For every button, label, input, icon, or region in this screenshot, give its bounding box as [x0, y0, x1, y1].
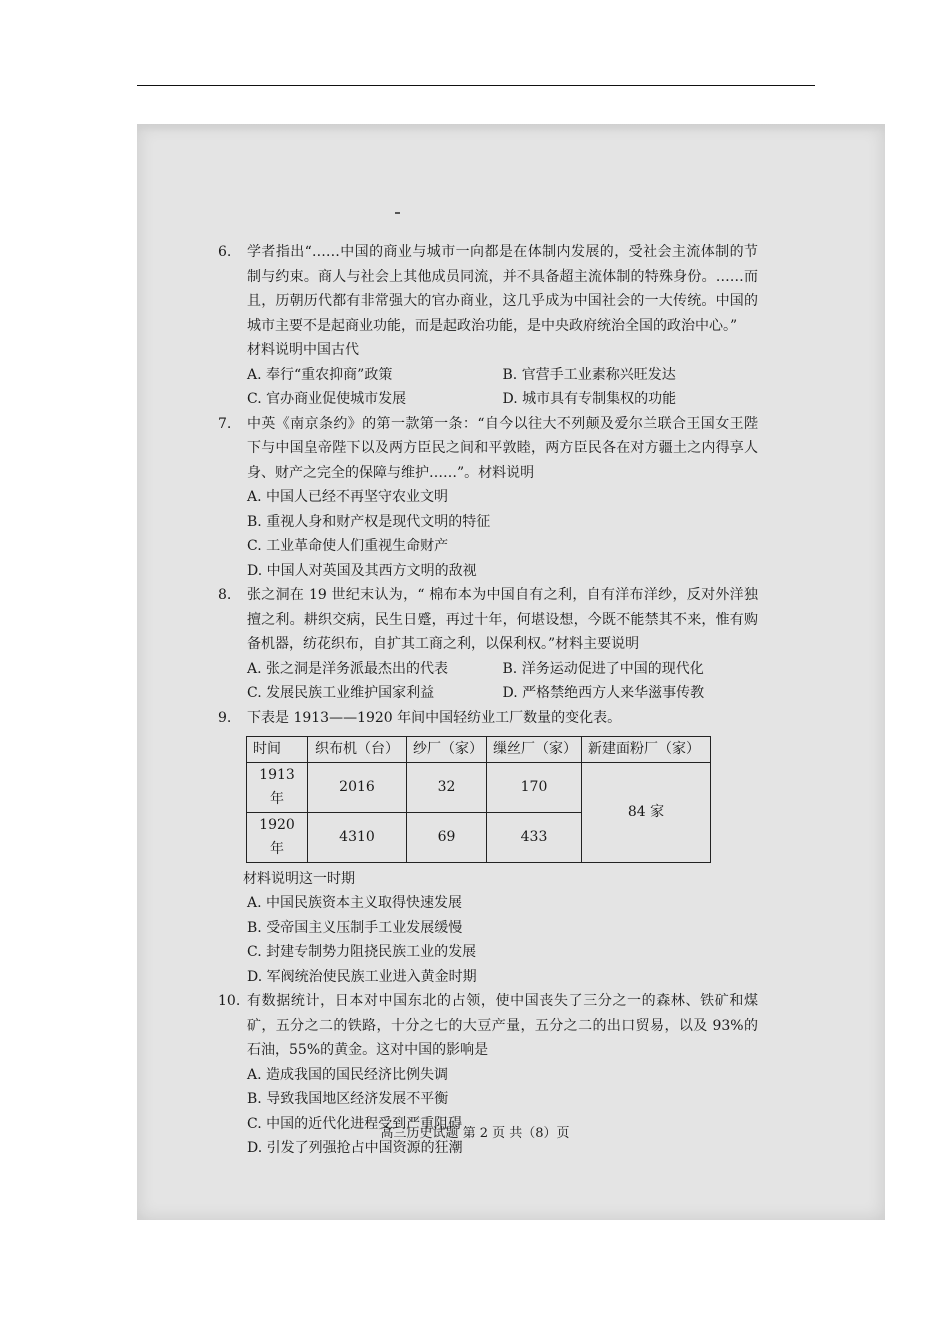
- top-rule: [137, 85, 815, 86]
- option-a[interactable]: A. 造成我国的国民经济比例失调: [247, 1066, 449, 1083]
- table-header-row: [247, 737, 711, 763]
- table-cell: 1920 年: [247, 812, 308, 862]
- question-7: [218, 412, 758, 584]
- option-c[interactable]: C. 工业革命使人们重视生命财产: [247, 538, 449, 554]
- option-c[interactable]: C. 中国的近代化进程受到严重阻碍: [247, 1115, 463, 1132]
- table-header: 织布机（台）: [308, 737, 407, 763]
- question-options: [247, 1063, 758, 1161]
- table-cell: 170: [487, 762, 582, 812]
- question-options: [247, 338, 758, 412]
- question-tail: 材料说明这一时期: [243, 870, 355, 887]
- option-d[interactable]: D. 军阀统治使民族工业进入黄金时期: [247, 968, 477, 985]
- option-b[interactable]: B. 官营手工业素称兴旺发达: [502, 366, 676, 383]
- question-stem: 中英《南京条约》的第一款第一条：“自今以往大不列颠及爱尔兰联合王国女王陛下与中国皇帝陛下以及两方臣民之间和平敦睦，两方臣民各在对方疆土之内得享人身、财产之完全的保障与维护……”。材料说明: [247, 415, 758, 481]
- table-cell: 4310: [308, 812, 407, 862]
- question-tail: 材料说明中国古代: [247, 342, 359, 358]
- question-number: 10.: [218, 993, 241, 1009]
- question-6: [218, 240, 758, 412]
- option-c[interactable]: C. 封建专制势力阻挠民族工业的发展: [247, 944, 477, 960]
- table-cell: 32: [407, 762, 487, 812]
- option-d[interactable]: D. 引发了列强抢占中国资源的狂潮: [247, 1140, 463, 1156]
- question-options: [247, 485, 758, 583]
- option-c[interactable]: C. 官办商业促使城市发展: [247, 391, 407, 407]
- question-number: 8.: [218, 587, 232, 603]
- option-b[interactable]: B. 重视人身和财产权是现代文明的特征: [247, 513, 491, 530]
- question-options: [247, 891, 758, 989]
- option-b[interactable]: B. 洋务运动促进了中国的现代化: [502, 660, 704, 677]
- option-c[interactable]: C. 发展民族工业维护国家利益: [247, 685, 435, 701]
- table-cell: 2016: [308, 762, 407, 812]
- question-stem: 学者指出“……中国的商业与城市一向都是在体制内发展的，受社会主流体制的节制与约束。商人与社会上其他成员同流，并不具备超主流体制的特殊身份。……而且，历朝历代都有非常强大的官办商业，这几乎成为中国社会的一大传统。中国的城市主要不是起商业功能，而是起政治功能，是中央政府统治全国的政治中心。”: [247, 244, 758, 334]
- option-a[interactable]: A. 奉行“重农抑商”政策: [247, 366, 393, 383]
- table-cell: 69: [407, 812, 487, 862]
- question-number: 7.: [218, 415, 232, 432]
- question-8: [218, 583, 758, 706]
- question-number: 6.: [218, 244, 232, 260]
- table-cell: 433: [487, 812, 582, 862]
- option-d[interactable]: D. 严格禁绝西方人来华滋事传教: [502, 685, 705, 701]
- table-header: 时间: [247, 737, 308, 763]
- table-header: 纱厂（家）: [407, 737, 487, 763]
- table-header: 缫丝厂（家）: [487, 737, 582, 763]
- question-content: [218, 240, 758, 1161]
- option-b[interactable]: B. 导致我国地区经济发展不平衡: [247, 1091, 449, 1107]
- option-b[interactable]: B. 受帝国主义压制手工业发展缓慢: [247, 919, 463, 936]
- table-row: [247, 762, 711, 812]
- table-header: 新建面粉厂（家）: [582, 737, 711, 763]
- question-number: 9.: [218, 709, 232, 726]
- table-cell: 1913 年: [247, 762, 308, 812]
- option-d[interactable]: D. 城市具有专制集权的功能: [502, 391, 677, 407]
- table-cell-merged: 84 家: [582, 762, 711, 862]
- question-stem: 有数据统计，日本对中国东北的占领，使中国丧失了三分之一的森林、铁矿和煤矿，五分之二的铁路，十分之七的大豆产量，五分之二的出口贸易，以及 93%的石油，55%的黄金。这对中国的影响是: [247, 993, 758, 1058]
- option-a[interactable]: A. 张之洞是洋务派最杰出的代表: [247, 660, 449, 677]
- paper-edge: [137, 124, 885, 132]
- option-d[interactable]: D. 中国人对英国及其西方文明的敌视: [247, 562, 477, 579]
- option-a[interactable]: A. 中国民族资本主义取得快速发展: [247, 895, 463, 911]
- page-footer: 高三历史试题 第 2 页 共（8）页: [380, 1126, 570, 1141]
- question-stem: 下表是 1913——1920 年间中国轻纺业工厂数量的变化表。: [247, 709, 622, 726]
- factory-count-table: [246, 736, 711, 863]
- question-9: [218, 706, 758, 990]
- question-options: [247, 657, 758, 706]
- scan-speck: [395, 212, 400, 214]
- option-a[interactable]: A. 中国人已经不再坚守农业文明: [247, 489, 449, 505]
- question-stem: 张之洞在 19 世纪末认为，“ 棉布本为中国自有之利，自有洋布洋纱，反对外洋独擅之利。耕织交病，民生日蹙，再过十年，何堪设想，今既不能禁其不来，惟有购备机器，纺花织布，自扩其工商之利，以保利权。”材料主要说明: [247, 587, 758, 652]
